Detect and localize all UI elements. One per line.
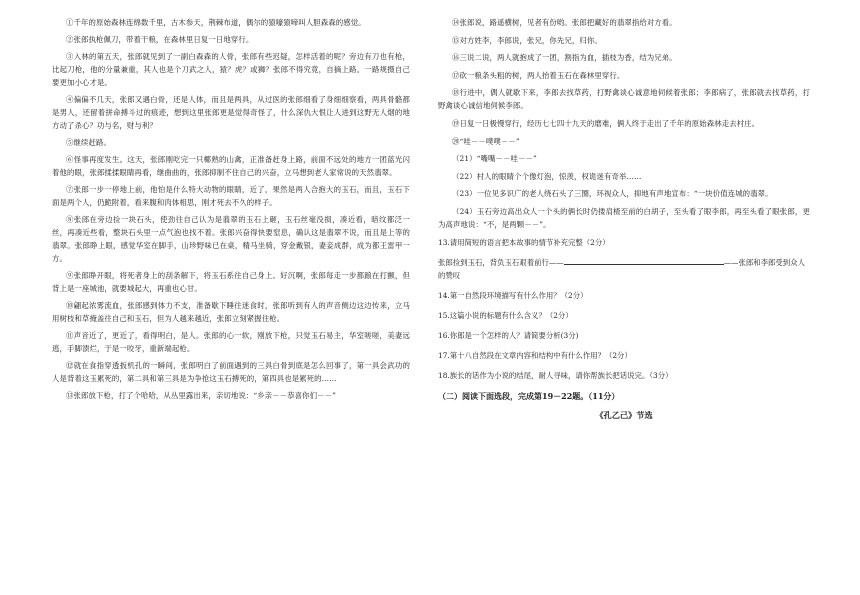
story-paragraph: ⑥怪事再度发生。这天，张郎刚吃完一只椰熟的山禽，正准备赶身上路，前面不远处的地方一团蓝光闪着他的眼，张郎揉揉眼睛再看，继曲曲的，张郎抑制不住自己的兴奋，立马想到老人家常说的天然翡翠。	[52, 155, 410, 177]
story-paragraph: ②张郎执枪佩刀，带着干粮，在森林里日复一日地穿行。	[66, 35, 254, 44]
question-13: 13.请用简短的语言把本故事的情节补充完整（2分）	[438, 237, 610, 247]
answer-blank[interactable]	[564, 256, 724, 265]
story-paragraph: ⑦张郎一步一停地上前，他怕是什么特大动物的眼睛，近了，果然是两人合抱大的玉石，而且，玉石下面是两个人，仍跪附着，看来腹和肉体相思，刚才死去不久的样子。	[52, 185, 410, 207]
story-paragraph: ①千年的原始森林连绵数千里，古木参天，荆棘布道，偶尔的猿嚎猿啼叫人胆森森的感觉。	[66, 18, 366, 27]
story-paragraph: ④偏偏不几天，张郎又遇白骨，还是人体，而且是两具，从过医的张郎细看了身细细察看，两具骨骼都是男人，还留着拼命搏斗过的痕迹，想到这里张郎更是觉得奇怪了，什么深仇大恨让人进到这野无人烟的地方动了杀心？功与名，财与利？	[52, 95, 410, 130]
story-paragraph: ⑤继续赶路。	[66, 138, 111, 147]
question-15: 15.这篇小说的标题有什么含义？（2分）	[438, 310, 573, 320]
story-paragraph: ⑲日复一日极慢穿行，经历七七四十九天的磨难，俩人终于走出了千年的原始森林走去村庄。	[452, 118, 760, 128]
story-paragraph: （23）一位见多识广的老人绕石头了三圈，环视众人，抑地有声地宣布：“一块价值连城的翡翠。	[452, 189, 773, 199]
question-16: 16.你郎是一个怎样的人？请简要分析(3分)	[438, 330, 579, 340]
story-paragraph: ⑨张郎睁开眼，将死者身上的刮条解下，将玉石系往自己身上。好沉啊，张郎每走一步都踉在打颤，但背上是一座城池，就要城起大，再重也心甘。	[52, 271, 410, 293]
story-paragraph: （22）村人的眼睛个个像灯泡，惊羡，权诡迷有奇举……	[452, 171, 642, 181]
question-18: 18.族长的话作为小说的结尾，耐人寻味，请你帮族长把话说完。（3分）	[438, 370, 673, 380]
story-paragraph: ⑮对方姓李，李郎说，张兄，你先兄，归你。	[452, 35, 602, 45]
blank-prefix: 张郎捡到玉石，背负玉石艰着前行——	[438, 257, 564, 267]
question-17: 17.第十八自然段在文章内容和结构中有什么作用？（2分）	[438, 350, 632, 360]
story-paragraph: ⑬张郎放下枪，打了个哈哈，从丛里露出来，亲切地说：“乡亲－－恭喜你们－－”	[66, 391, 336, 400]
question-13-blank-line	[438, 256, 810, 282]
question-14: 14.第一自然段环境描写有什么作用？（2分）	[438, 290, 588, 300]
story-paragraph: ⑭张郎说，路遥横树，见者有份哟。张郎把藏好的翡翠指给对方看。	[452, 18, 677, 27]
right-column	[438, 16, 810, 422]
story-paragraph: ⑯三说二说，两人就抱成了一团，割指为血，插枝为香，结为兄弟。	[452, 53, 677, 63]
left-column	[52, 16, 410, 406]
story-paragraph: ⑰砍一粮条头粗的树，两人抬着玉石在森林里穿行。	[452, 70, 625, 80]
story-paragraph: ⑧张郎在旁边捡一块石头，使劲往自己认为是翡翠的玉石上砸，玉石丝毫没损，凑近看，暗纹都泛一丝，再凑近些看，整块石头里一点气泡也找不着。张郎兴奋得快要窒息，确认这是翡翠不说，而且是上等的翡翠。张郎睁上眼，感觉华室在脚手，山珍野味已在桌，精马坐骑，穿金戴银，妻妾成群，成为都王雷甲一方。	[52, 215, 410, 263]
story-paragraph: （24）玉石旁边高出众人一个头的俩长时仍搂肩楂至前的白胡子，至头看了眼李郎，再至头看了眼张郎，更为高声地说：“不，是两颗－－”。	[438, 206, 810, 229]
excerpt-title: 《孔乙己》节选	[595, 409, 653, 420]
story-paragraph: ⑪声音近了，更近了，看得明白，是人。张郎的心一软，刚放下枪，只觉玉石易主，华室嗟嗟，美妻远逃，手脚溃烂，于是一咬牙，重新端起枪。	[52, 331, 410, 353]
story-paragraph: ⑱行进中，偶人就歇下来，李郎去找草药，打野禽谈心诚意地伺候着张郎；李郎病了，张郎就去找草药，打野禽谈心诚信地伺候李郎。	[438, 88, 810, 111]
story-paragraph: ⑩翩起浓雾流血，张郎感到体力不支，准备歇下睡往迷食时，张郎听到有人的声音侧边这边传来，立马用树枝和草掩盖往自己和玉石，但为人越来越近，张郎立刻紧握住枪。	[52, 301, 410, 323]
story-paragraph: （21）“嘴嘴－－哇－－”	[452, 154, 537, 164]
story-paragraph: ③入林的第五天，张郎就见到了一副白森森的人骨，张郎有些迟疑，怎样活着的呢？旁边有刀也有枪，比起刀枪，他的分量兼重，其人也是个刀武之人，猿？虎？或狮？张郎不得究竟，自摘上路。一路规摄自己要更加小心才是。	[52, 52, 410, 87]
section-heading: （二）阅读下面选段，完成第19－22题。（11分）	[438, 390, 620, 401]
story-paragraph: ⑳“哇－－噗噗－－”	[452, 136, 520, 146]
story-paragraph: ⑫就在食指穿透扳机孔的一瞬间，张郎明白了前面遇到的三具白骨到底是怎么回事了，第一具会武功的人是背着这玉累死的，第二具和第三具是为争抢这玉石搏死的，第四具也是累死的……	[52, 361, 410, 383]
blank-suffix: ——张郎和李郎受到众人的赞叹	[438, 257, 805, 280]
